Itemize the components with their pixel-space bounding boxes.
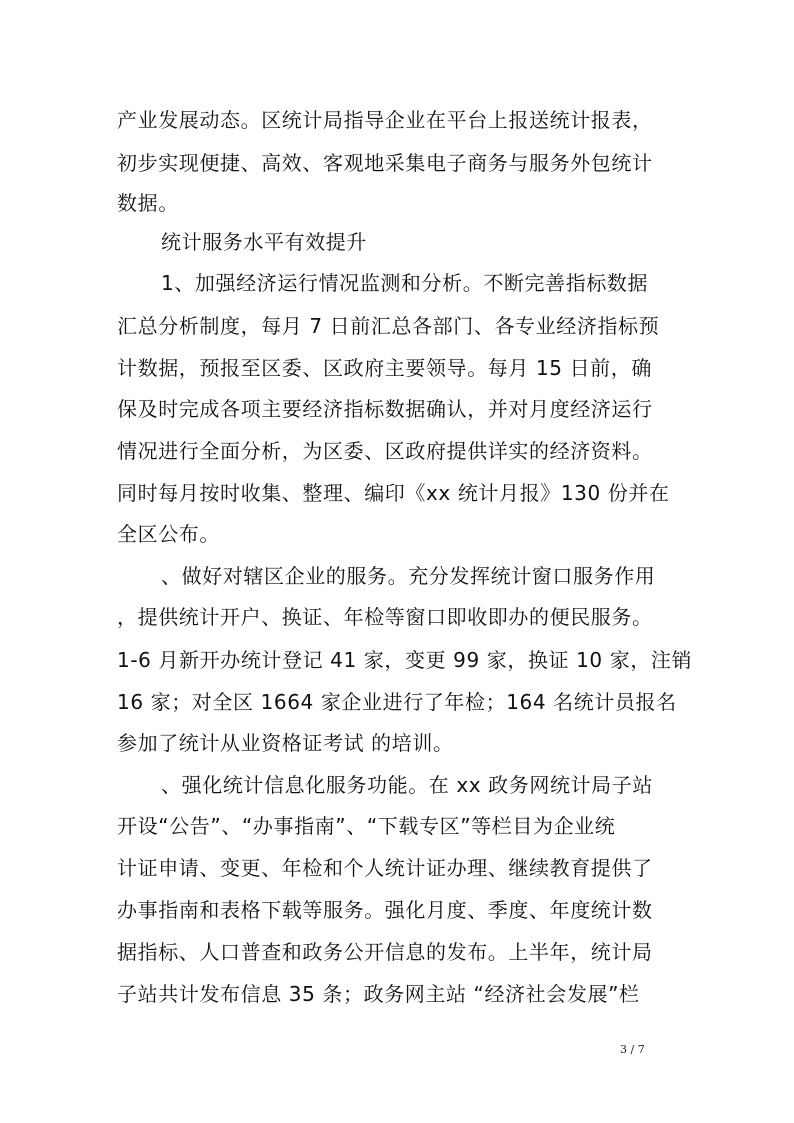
body-text-line: 初步实现便捷、高效、客观地采集电子商务与服务外包统计 xyxy=(117,151,653,175)
body-text-line: 参加了统计从业资格证考试 的培训。 xyxy=(117,731,454,755)
body-text-line: 汇总分析制度，每月 7 日前汇总各部门、各专业经济指标预 xyxy=(117,314,660,338)
body-text-line: 同时每月按时收集、整理、编印《xx 统计月报》130 份并在 xyxy=(117,481,670,505)
body-text-line: 产业发展动态。区统计局指导企业在平台上报送统计报表， xyxy=(117,108,653,132)
body-text-line: 、强化统计信息化服务功能。在 xx 政务网统计局子站 xyxy=(161,773,653,797)
body-text-line: 16 家；对全区 1664 家企业进行了年检；164 名统计员报名 xyxy=(117,690,677,714)
body-text-line: 子站共计发布信息 35 条；政务网主站 “经济社会发展”栏 xyxy=(117,982,640,1006)
body-text-line: 据指标、人口普查和政务公开信息的发布。上半年，统计局 xyxy=(117,940,653,964)
body-text-line: 办事指南和表格下载等服务。强化月度、季度、年度统计数 xyxy=(117,898,653,922)
page-number: 3 / 7 xyxy=(620,1043,645,1056)
body-text-line: 全区公布。 xyxy=(117,522,220,546)
body-text-line: 1、加强经济运行情况监测和分析。不断完善指标数据 xyxy=(161,271,649,295)
body-text-line: 情况进行全面分析，为区委、区政府提供详实的经济资料。 xyxy=(117,439,653,463)
body-text-line: 保及时完成各项主要经济指标数据确认，并对月度经济运行 xyxy=(117,397,653,421)
body-text-line: 1-6 月新开办统计登记 41 家，变更 99 家，换证 10 家，注销 xyxy=(117,648,693,672)
body-text-line: 数据。 xyxy=(117,191,179,215)
body-text-line: 开设“公告”、“办事指南”、“下载专区”等栏目为企业统 xyxy=(117,814,616,838)
body-text-line: 计数据，预报至区委、区政府主要领导。每月 15 日前，确 xyxy=(117,356,652,380)
body-text-line: 、做好对辖区企业的服务。充分发挥统计窗口服务作用 xyxy=(161,564,656,588)
section-heading: 统计服务水平有效提升 xyxy=(161,230,367,254)
body-text-line: 计证申请、变更、年检和个人统计证办理、继续教育提供了 xyxy=(117,856,653,880)
body-text-line: ，提供统计开户、换证、年检等窗口即收即办的便民服务。 xyxy=(117,605,653,629)
